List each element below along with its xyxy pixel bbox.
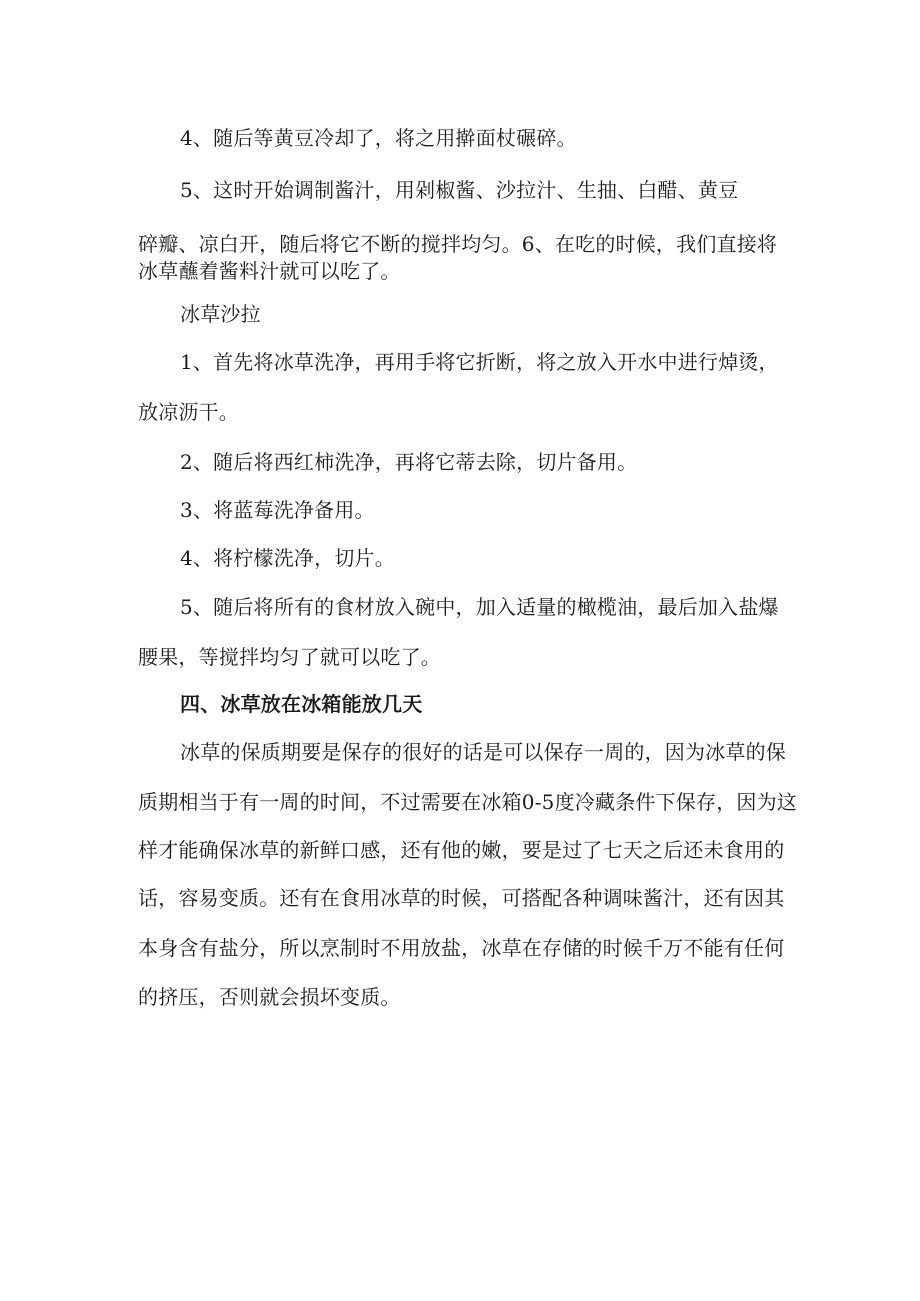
storage-text-line3: 样才能确保冰草的新鲜口感，还有他的嫩，要是过了七天之后还未食用的 (138, 838, 785, 862)
salad-step2-text: 2、随后将西红柿洗净，再将它蒂去除，切片备用。 (180, 450, 638, 474)
salad-step5-line1: 5、随后将所有的食材放入碗中，加入适量的橄榄油，最后加入盐爆 (180, 595, 779, 619)
step5-sauce-text-line3: 冰草蘸着酱料汁就可以吃了。 (138, 259, 401, 283)
section4-heading: 四、冰草放在冰箱能放几天 (180, 692, 423, 716)
salad-step5-line2: 腰果，等搅拌均匀了就可以吃了。 (138, 645, 441, 669)
step4-grind-text: 4、随后等黄豆冷却了，将之用擀面杖碾碎。 (180, 126, 577, 150)
salad-step4-text: 4、将柠檬洗净，切片。 (180, 546, 395, 570)
salad-title: 冰草沙拉 (180, 302, 261, 326)
step5-sauce-text-line2: 碎瓣、凉白开，随后将它不断的搅拌均匀。6、在吃的时候，我们直接将 (138, 232, 778, 256)
salad-step1-line1: 1、首先将冰草洗净，再用手将它折断，将之放入开水中进行焯烫， (180, 350, 779, 374)
salad-step3-text: 3、将蓝莓洗净备用。 (180, 498, 375, 522)
storage-text-line5: 本身含有盐分，所以烹制时不用放盐，冰草在存储的时候千万不能有任何 (138, 936, 785, 960)
salad-step1-line2: 放凉沥干。 (138, 400, 239, 424)
storage-text-line6: 的挤压，否则就会损坏变质。 (138, 985, 401, 1009)
step5-sauce-text-line1: 5、这时开始调制酱汁，用剁椒酱、沙拉汁、生抽、白醋、黄豆 (180, 178, 739, 202)
storage-text-line4: 话，容易变质。还有在食用冰草的时候，可搭配各种调味酱汁，还有因其 (138, 886, 785, 910)
storage-text-line2: 质期相当于有一周的时间，不过需要在冰箱0-5度冷藏条件下保存，因为这 (138, 790, 798, 814)
storage-text-line1: 冰草的保质期要是保存的很好的话是可以保存一周的，因为冰草的保 (180, 740, 786, 764)
